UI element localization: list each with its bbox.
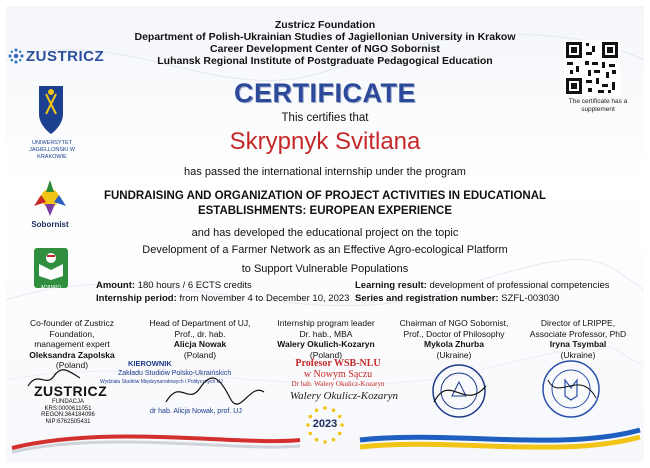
zustricz-stamp-title: ZUSTRICZ <box>34 383 108 399</box>
wsb-stamp-line: w Nowym Sączu <box>303 369 373 380</box>
program-title-line-1: FUNDRAISING AND ORGANIZATION OF PROJECT ACTIVITIES IN EDUCATIONAL <box>103 190 547 202</box>
signatory-1 <box>10 318 134 371</box>
signatory-name: Oleksandra Zapolska <box>29 349 115 360</box>
learning-result-value: development of professional competencies <box>429 280 610 291</box>
project-topic-line-2: to Support Vulnerable Populations <box>241 263 409 275</box>
year-badge: 2023 <box>312 418 338 430</box>
signatory-role: Co-founder of Zustricz Foundation, <box>29 318 115 339</box>
wsb-stamp-line: Dr hab. Walery Okulicz-Kozaryn <box>291 380 385 388</box>
developed-line: and has developed the educational project on the topic <box>191 227 459 239</box>
period-value: from November 4 to December 10, 2023 <box>179 293 350 304</box>
signatory-role: Head of Department of UJ, <box>149 318 251 328</box>
adiinpo-logo-text: ADIINPO <box>40 285 62 291</box>
certificate-title: CERTIFICATE <box>234 78 416 108</box>
signatory-role: Director of LRIPPE, <box>540 318 616 328</box>
uj-stamp-line: Wydziału Studiów Międzynarodowych i Politycznych UJ <box>100 379 223 385</box>
signatory-role: management expert <box>34 339 110 349</box>
sobornist-logo-text: Sobornist <box>31 220 69 229</box>
signatory-country: (Poland) <box>309 349 343 360</box>
signatory-country: (Ukraine) <box>560 349 596 360</box>
learning-result-row <box>355 280 610 291</box>
program-title-line-2: ESTABLISHMENTS: EUROPEAN EXPERIENCE <box>197 205 453 217</box>
signatory-name: Iryna Tsymbal <box>549 339 607 349</box>
header-line-3: Career Development Center of NGO Sobornist <box>210 43 440 55</box>
signatory-role: Internship program leader <box>277 318 375 328</box>
series-row <box>355 293 559 304</box>
uj-stamp-line: Zakładu Studiów Polsko-Ukraińskich <box>118 370 232 377</box>
header-line-1: Zustricz Foundation <box>274 19 376 31</box>
qr-caption: The certificate has a supplement <box>568 98 628 113</box>
certifies-line: This certifies that <box>281 112 369 124</box>
uj-stamp-signature-line: dr hab. Alicja Nowak, prof. UJ <box>150 408 242 415</box>
period-label: Internship period: <box>96 293 177 304</box>
learning-result-label: Learning result: <box>355 280 427 291</box>
recipient-name: Skrypnyk Svitlana <box>229 128 421 155</box>
signatory-role: Prof., dr. hab. <box>174 328 226 339</box>
signatory-role: Dr. hab., MBA <box>299 328 353 339</box>
signatory-role: Prof., Doctor of Philosophy <box>403 328 505 339</box>
amount-value: 180 hours / 6 ECTS credits <box>137 280 252 291</box>
uj-logo-text: UNIWERSYTET JAGIELLOŃSKI W KRAKOWIE <box>29 140 75 160</box>
passed-line: has passed the international internship under the program <box>184 166 466 178</box>
signature-nowak <box>160 376 270 408</box>
signatory-country: (Poland) <box>55 360 89 370</box>
signatory-5 <box>514 318 642 360</box>
zustricz-stamp-line: REGON:364184096 <box>41 412 95 418</box>
zustricz-logo: ZUSTRICZ <box>26 48 105 65</box>
sobornist-round-stamp-icon <box>430 362 488 420</box>
signatory-name: Walery Okulich-Kozaryn <box>277 339 375 349</box>
series-value: SZFL-003030 <box>501 293 560 304</box>
signatory-2 <box>140 318 260 360</box>
blue-ribbon <box>360 430 640 440</box>
zustricz-emblem-icon <box>8 48 24 64</box>
signature-okulich: Walery Okulicz-Kozaryn <box>290 390 399 402</box>
header-line-2: Department of Polish-Ukrainian Studies of Jagiellonian University in Krakow <box>134 31 516 43</box>
project-topic-line-1: Development of a Farmer Network as an Effective Agro-ecological Platform <box>142 244 508 256</box>
signatory-3 <box>264 318 388 360</box>
signatory-name: Mykola Zhurba <box>424 339 484 349</box>
signatory-country: (Poland) <box>183 349 217 360</box>
period-row <box>96 293 349 304</box>
signature-zapolska <box>24 368 84 390</box>
header-line-4: Luhansk Regional Institute of Postgraduate Pedagogical Education <box>157 55 493 67</box>
zustricz-stamp-line: KRS:0000611051 <box>44 405 92 412</box>
zustricz-stamp-line: FUNDACJA <box>51 399 84 405</box>
signatory-country: (Ukraine) <box>436 349 472 360</box>
uj-stamp-title: KIEROWNIK <box>128 359 172 368</box>
amount-row <box>96 280 252 291</box>
amount-label: Amount: <box>96 280 136 291</box>
lrippe-round-stamp-icon <box>540 358 602 420</box>
signatory-role: Associate Professor, PhD <box>529 328 627 339</box>
signatory-4 <box>394 318 514 360</box>
signatory-name: Alicja Nowak <box>173 339 227 349</box>
wsb-stamp <box>278 358 398 388</box>
wsb-stamp-line: Profesor WSB-NLU <box>295 358 381 369</box>
white-ribbon <box>12 442 300 452</box>
signatory-role: Chairman of NGO Sobornist, <box>399 318 509 328</box>
series-label: Series and registration number: <box>355 293 499 304</box>
zustricz-stamp-line: NIP:6762505431 <box>45 418 91 425</box>
